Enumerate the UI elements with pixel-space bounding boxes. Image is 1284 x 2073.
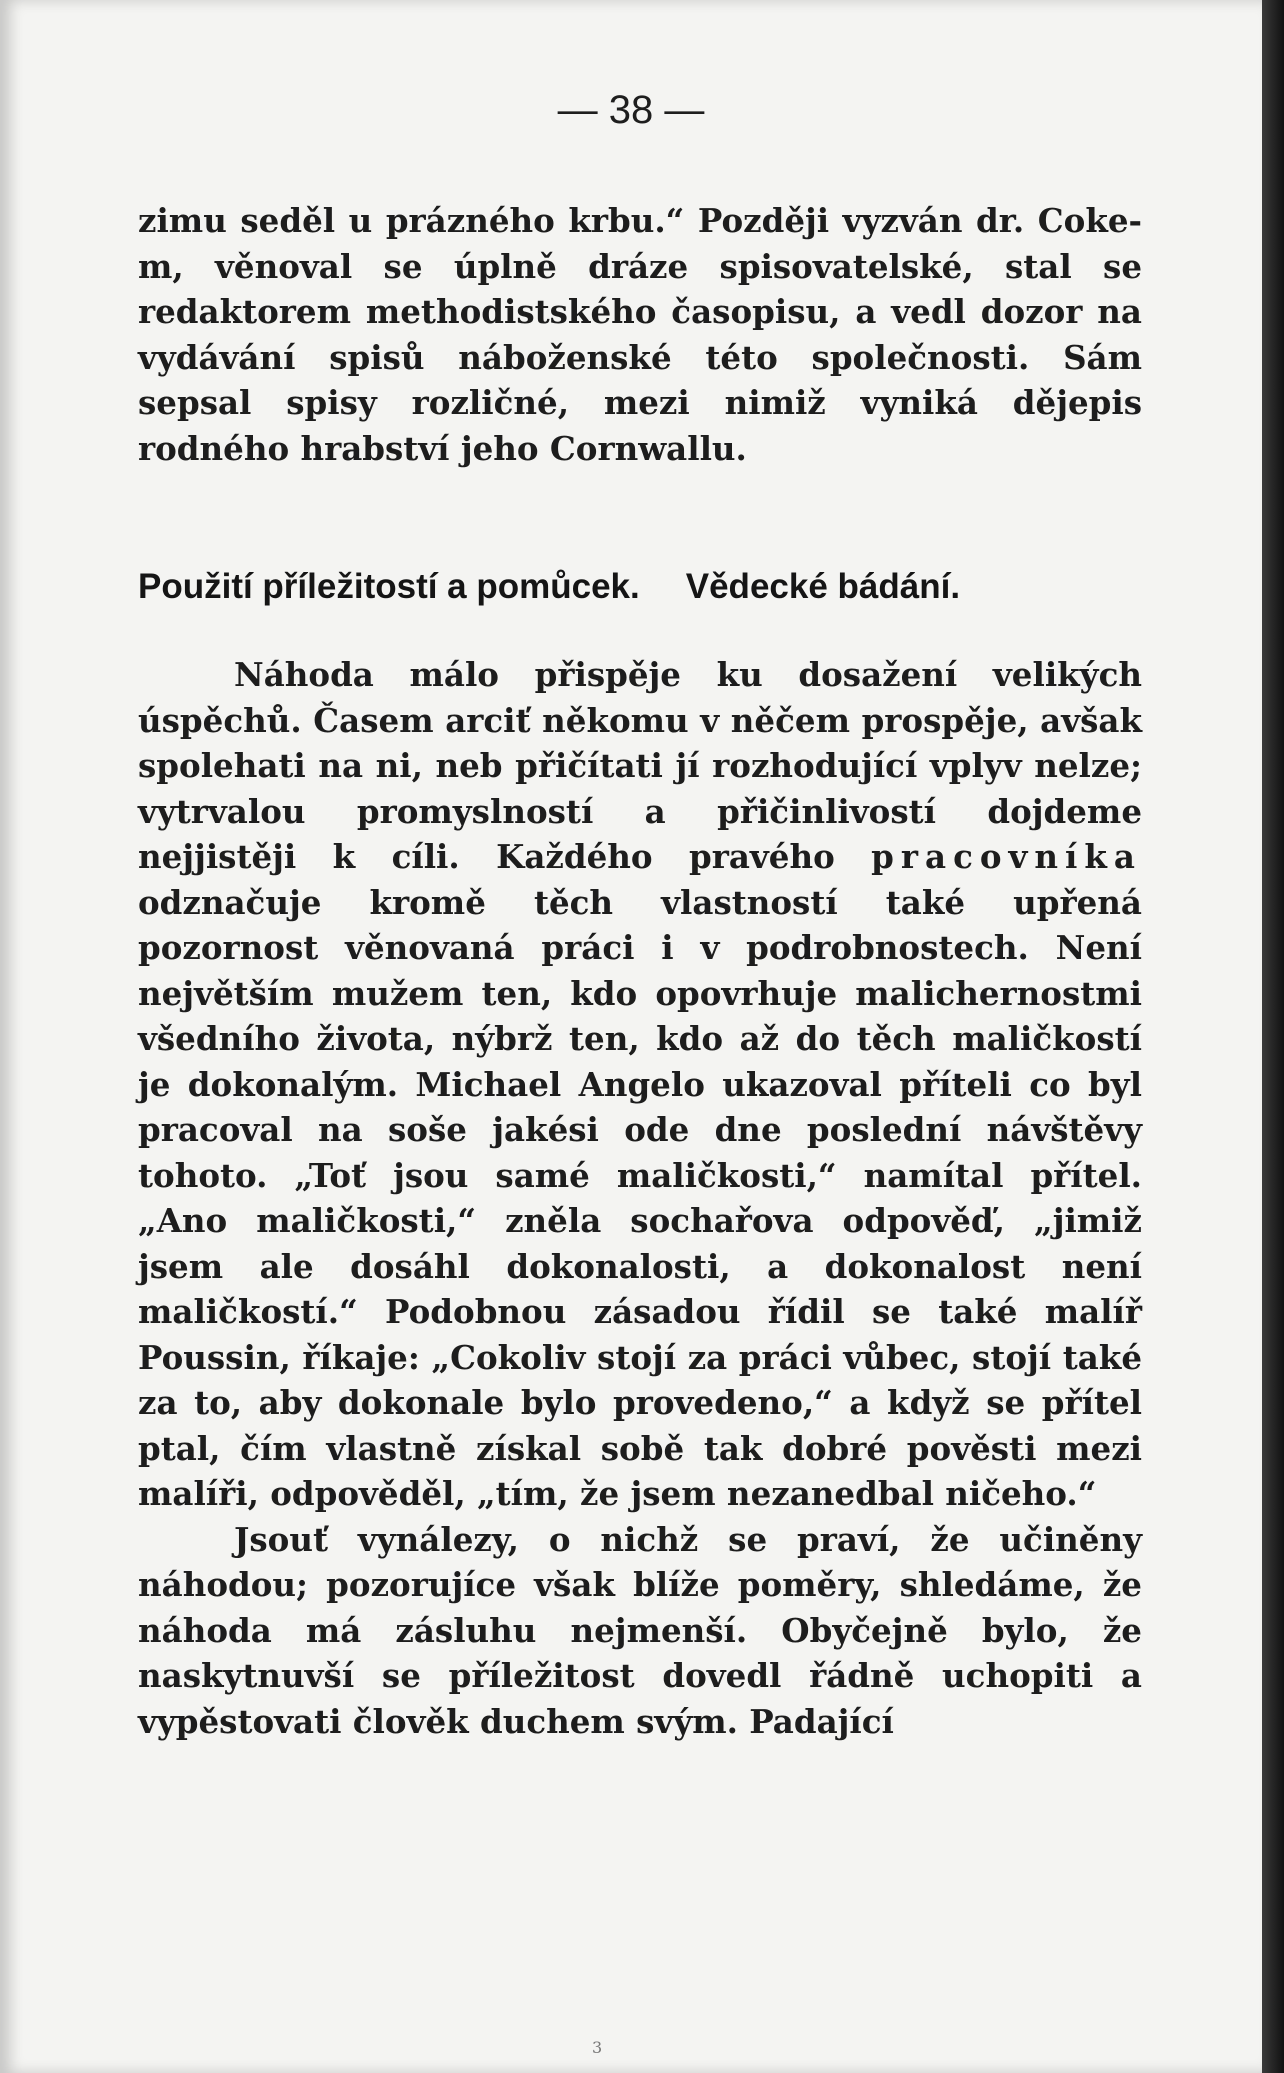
signature-mark: 3 [592,2038,603,2057]
paragraph-2-before: Náhoda málo přispěje ku dosažení velikých úspěchů. Časem arciť někomu v něčem prospěje, avšak spolehati na ni, neb přičítati jí rozhodující vplyv nelze; vytrvalou promyslností a přičinlivostí dojdeme nejjistěji k cíli. Každého pravého [138,655,1142,876]
section-heading [138,564,1142,610]
page-number: — 38 — [557,88,705,132]
paragraph-continuation: zimu seděl u prázného krbu.“ Později vyzván dr. Coke-m, věnoval se úplně dráze spisovatelské, stal se redaktorem methodistského časopisu, a vedl dozor na vydávání spisů náboženské této společnosti. Sám sepsal spisy rozličné, mezi nimiž vyniká dějepis rodného hrabství jeho Cornwallu. [138,201,1142,468]
paragraph-3: Jsouť vynálezy, o nichž se praví, že učiněny náhodou; pozorujíce však blíže poměry, shledáme, že náhoda má zásluhu nejmenší. Obyčejně bylo, že naskytnuvší se příležitost dovedl řádně uchopiti a vypěstovati člověk duchem svým. Padající [138,1519,1142,1741]
paragraph-2 [138,652,1142,1517]
body-text [138,652,1142,1744]
section-heading-part1: Použití příležitostí a pomůcek. [138,567,640,606]
section-heading-part2: Vědecké bádání. [685,567,961,606]
paragraph-2-spaced-word: pracovníka [871,837,1142,876]
paragraph-2-after: odznačuje kromě těch vlastností také upřená pozornost věnovaná práci i v podrobnostech. Není největším mužem ten, kdo opovrhuje malichernostmi všedního života, nýbrž ten, kdo až do těch maličkostí je dokonalým. Michael Angelo ukazoval příteli co byl pracoval na soše jakési ode dne poslední návštěvy tohoto. „Toť jsou samé maličkosti,“ namítal přítel. „Ano maličkosti,“ zněla sochařova odpověď, „jimiž jsem ale dosáhl dokonalosti, a dokonalost není maličkostí.“ Podobnou zásadou řídil se také malíř Poussin, říkaje: „Cokoliv stojí za práci vůbec, stojí také za to, aby dokonale bylo provedeno,“ a když se přítel ptal, čím vlastně získal sobě tak dobré pověsti mezi malíři, odpověděl, „tím, že jsem nezanedbal ničeho.“ [138,882,1142,1513]
page-edge [1262,0,1284,2073]
paragraph-continuation-block [138,198,1142,471]
